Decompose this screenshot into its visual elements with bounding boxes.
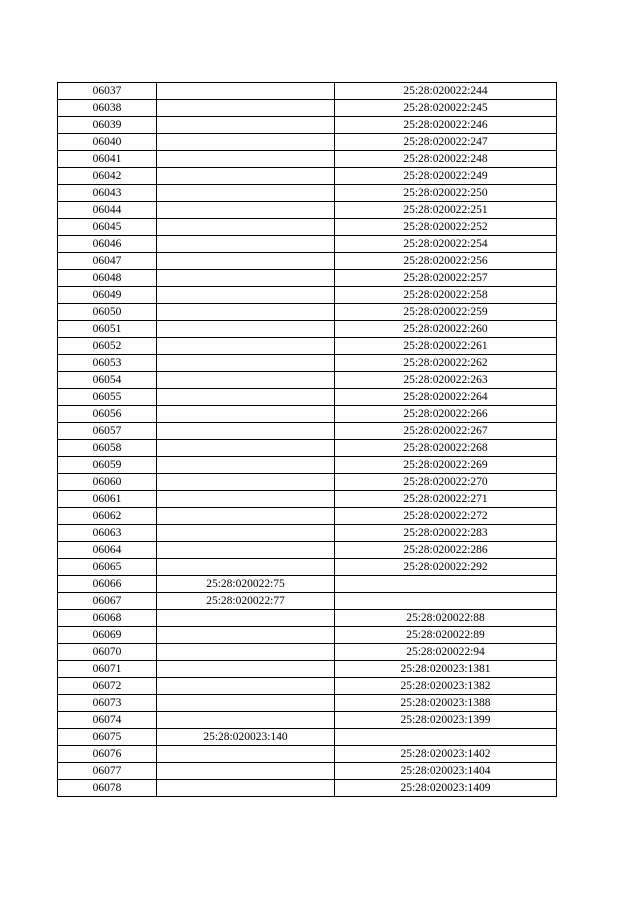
row-number-cell: 06074 [58, 712, 157, 729]
row-number-cell: 06075 [58, 729, 157, 746]
cadastral-number-cell-right: 25:28:020022:263 [335, 372, 557, 389]
cadastral-number-cell-left [157, 542, 335, 559]
cadastral-number-cell-right [335, 593, 557, 610]
cadastral-number-cell-right: 25:28:020022:262 [335, 355, 557, 372]
cadastral-number-cell-right: 25:28:020022:264 [335, 389, 557, 406]
cadastral-number-cell-right: 25:28:020022:245 [335, 100, 557, 117]
cadastral-number-cell-left [157, 457, 335, 474]
row-number-cell: 06064 [58, 542, 157, 559]
cadastral-number-cell-left [157, 406, 335, 423]
row-number-cell: 06045 [58, 219, 157, 236]
cadastral-number-cell-right: 25:28:020022:249 [335, 168, 557, 185]
cadastral-number-cell-right: 25:28:020022:286 [335, 542, 557, 559]
cadastral-number-cell-left [157, 253, 335, 270]
cadastral-number-cell-right: 25:28:020022:252 [335, 219, 557, 236]
row-number-cell: 06049 [58, 287, 157, 304]
cadastral-number-cell-left [157, 525, 335, 542]
cadastral-number-cell-left: 25:28:020022:75 [157, 576, 335, 593]
table-body [58, 83, 557, 797]
table-row [58, 508, 557, 525]
table-row [58, 134, 557, 151]
table-row [58, 355, 557, 372]
row-number-cell: 06044 [58, 202, 157, 219]
table-row [58, 168, 557, 185]
table-row [58, 100, 557, 117]
table-row [58, 372, 557, 389]
cadastral-number-cell-left [157, 746, 335, 763]
row-number-cell: 06042 [58, 168, 157, 185]
cadastral-number-cell-left [157, 372, 335, 389]
table-row [58, 525, 557, 542]
cadastral-number-cell-left [157, 100, 335, 117]
table-row [58, 559, 557, 576]
row-number-cell: 06059 [58, 457, 157, 474]
cadastral-number-cell-right: 25:28:020023:1388 [335, 695, 557, 712]
cadastral-number-cell-left [157, 423, 335, 440]
row-number-cell: 06067 [58, 593, 157, 610]
cadastral-number-cell-right: 25:28:020022:266 [335, 406, 557, 423]
cadastral-number-cell-left [157, 661, 335, 678]
row-number-cell: 06056 [58, 406, 157, 423]
cadastral-number-cell-left [157, 389, 335, 406]
row-number-cell: 06043 [58, 185, 157, 202]
row-number-cell: 06055 [58, 389, 157, 406]
cadastral-number-cell-right: 25:28:020022:251 [335, 202, 557, 219]
table-row [58, 661, 557, 678]
table-row [58, 389, 557, 406]
table-row [58, 678, 557, 695]
cadastral-number-cell-left [157, 474, 335, 491]
row-number-cell: 06053 [58, 355, 157, 372]
cadastral-number-cell-right: 25:28:020022:268 [335, 440, 557, 457]
table-row [58, 117, 557, 134]
cadastral-number-cell-right: 25:28:020022:254 [335, 236, 557, 253]
row-number-cell: 06060 [58, 474, 157, 491]
row-number-cell: 06061 [58, 491, 157, 508]
cadastral-number-cell-left [157, 321, 335, 338]
table-row [58, 763, 557, 780]
cadastral-number-cell-left [157, 304, 335, 321]
table-row [58, 423, 557, 440]
table-row [58, 780, 557, 797]
table-row [58, 729, 557, 746]
cadastral-number-cell-right: 25:28:020022:250 [335, 185, 557, 202]
table-row [58, 695, 557, 712]
cadastral-number-cell-right: 25:28:020022:257 [335, 270, 557, 287]
table-row [58, 746, 557, 763]
table-row [58, 338, 557, 355]
table-row [58, 406, 557, 423]
table-row [58, 491, 557, 508]
row-number-cell: 06040 [58, 134, 157, 151]
cadastral-number-cell-right: 25:28:020022:88 [335, 610, 557, 627]
table-row [58, 576, 557, 593]
cadastral-number-cell-left [157, 287, 335, 304]
cadastral-number-cell-right: 25:28:020022:269 [335, 457, 557, 474]
table-row [58, 627, 557, 644]
cadastral-number-cell-right: 25:28:020023:1402 [335, 746, 557, 763]
row-number-cell: 06046 [58, 236, 157, 253]
cadastral-number-cell-left [157, 270, 335, 287]
cadastral-number-cell-right: 25:28:020023:1404 [335, 763, 557, 780]
cadastral-number-cell-left [157, 712, 335, 729]
row-number-cell: 06069 [58, 627, 157, 644]
table-row [58, 185, 557, 202]
table-row [58, 644, 557, 661]
cadastral-table [57, 82, 557, 797]
row-number-cell: 06050 [58, 304, 157, 321]
table-row [58, 253, 557, 270]
cadastral-number-cell-right: 25:28:020022:270 [335, 474, 557, 491]
cadastral-number-cell-right [335, 576, 557, 593]
cadastral-number-cell-right: 25:28:020022:271 [335, 491, 557, 508]
cadastral-number-cell-left [157, 185, 335, 202]
table-row [58, 610, 557, 627]
table-row [58, 236, 557, 253]
row-number-cell: 06068 [58, 610, 157, 627]
row-number-cell: 06058 [58, 440, 157, 457]
table-row [58, 270, 557, 287]
cadastral-number-cell-left [157, 559, 335, 576]
cadastral-number-cell-left [157, 134, 335, 151]
row-number-cell: 06048 [58, 270, 157, 287]
row-number-cell: 06037 [58, 83, 157, 100]
row-number-cell: 06070 [58, 644, 157, 661]
row-number-cell: 06052 [58, 338, 157, 355]
cadastral-number-cell-right: 25:28:020023:1409 [335, 780, 557, 797]
cadastral-number-cell-right: 25:28:020022:258 [335, 287, 557, 304]
cadastral-number-cell-right: 25:28:020022:260 [335, 321, 557, 338]
cadastral-number-cell-left [157, 219, 335, 236]
cadastral-number-cell-right: 25:28:020022:248 [335, 151, 557, 168]
table-row [58, 151, 557, 168]
cadastral-number-cell-right: 25:28:020022:247 [335, 134, 557, 151]
cadastral-number-cell-left [157, 440, 335, 457]
cadastral-number-cell-left [157, 678, 335, 695]
cadastral-number-cell-left [157, 610, 335, 627]
cadastral-number-cell-right: 25:28:020022:272 [335, 508, 557, 525]
table-row [58, 202, 557, 219]
cadastral-number-cell-right: 25:28:020022:292 [335, 559, 557, 576]
cadastral-number-cell-left [157, 117, 335, 134]
cadastral-number-cell-right: 25:28:020022:89 [335, 627, 557, 644]
row-number-cell: 06051 [58, 321, 157, 338]
row-number-cell: 06041 [58, 151, 157, 168]
row-number-cell: 06038 [58, 100, 157, 117]
row-number-cell: 06077 [58, 763, 157, 780]
row-number-cell: 06063 [58, 525, 157, 542]
row-number-cell: 06073 [58, 695, 157, 712]
row-number-cell: 06047 [58, 253, 157, 270]
table-row [58, 440, 557, 457]
row-number-cell: 06072 [58, 678, 157, 695]
cadastral-number-cell-right: 25:28:020022:259 [335, 304, 557, 321]
table-row [58, 304, 557, 321]
cadastral-number-cell-left [157, 695, 335, 712]
row-number-cell: 06076 [58, 746, 157, 763]
cadastral-number-cell-right: 25:28:020022:283 [335, 525, 557, 542]
cadastral-number-cell-right [335, 729, 557, 746]
cadastral-number-cell-left [157, 236, 335, 253]
table-row [58, 712, 557, 729]
cadastral-number-cell-left [157, 151, 335, 168]
cadastral-number-cell-right: 25:28:020023:1399 [335, 712, 557, 729]
row-number-cell: 06065 [58, 559, 157, 576]
row-number-cell: 06039 [58, 117, 157, 134]
cadastral-number-cell-right: 25:28:020022:267 [335, 423, 557, 440]
cadastral-number-cell-left [157, 627, 335, 644]
cadastral-number-cell-left [157, 83, 335, 100]
table-row [58, 457, 557, 474]
cadastral-number-cell-left: 25:28:020022:77 [157, 593, 335, 610]
table-row [58, 321, 557, 338]
cadastral-number-cell-left: 25:28:020023:140 [157, 729, 335, 746]
cadastral-number-cell-right: 25:28:020022:256 [335, 253, 557, 270]
cadastral-number-cell-left [157, 168, 335, 185]
cadastral-number-cell-left [157, 491, 335, 508]
cadastral-number-cell-right: 25:28:020022:94 [335, 644, 557, 661]
cadastral-number-cell-left [157, 355, 335, 372]
cadastral-number-cell-right: 25:28:020022:244 [335, 83, 557, 100]
table-row [58, 83, 557, 100]
table-row [58, 542, 557, 559]
cadastral-number-cell-left [157, 644, 335, 661]
cadastral-number-cell-left [157, 780, 335, 797]
cadastral-number-cell-right: 25:28:020023:1381 [335, 661, 557, 678]
row-number-cell: 06054 [58, 372, 157, 389]
row-number-cell: 06057 [58, 423, 157, 440]
table-row [58, 474, 557, 491]
cadastral-number-cell-left [157, 508, 335, 525]
row-number-cell: 06078 [58, 780, 157, 797]
row-number-cell: 06066 [58, 576, 157, 593]
cadastral-number-cell-left [157, 338, 335, 355]
cadastral-number-cell-left [157, 202, 335, 219]
cadastral-number-cell-right: 25:28:020023:1382 [335, 678, 557, 695]
row-number-cell: 06071 [58, 661, 157, 678]
row-number-cell: 06062 [58, 508, 157, 525]
cadastral-number-cell-right: 25:28:020022:261 [335, 338, 557, 355]
cadastral-number-cell-left [157, 763, 335, 780]
table-row [58, 219, 557, 236]
cadastral-number-cell-right: 25:28:020022:246 [335, 117, 557, 134]
table-row [58, 287, 557, 304]
table-row [58, 593, 557, 610]
